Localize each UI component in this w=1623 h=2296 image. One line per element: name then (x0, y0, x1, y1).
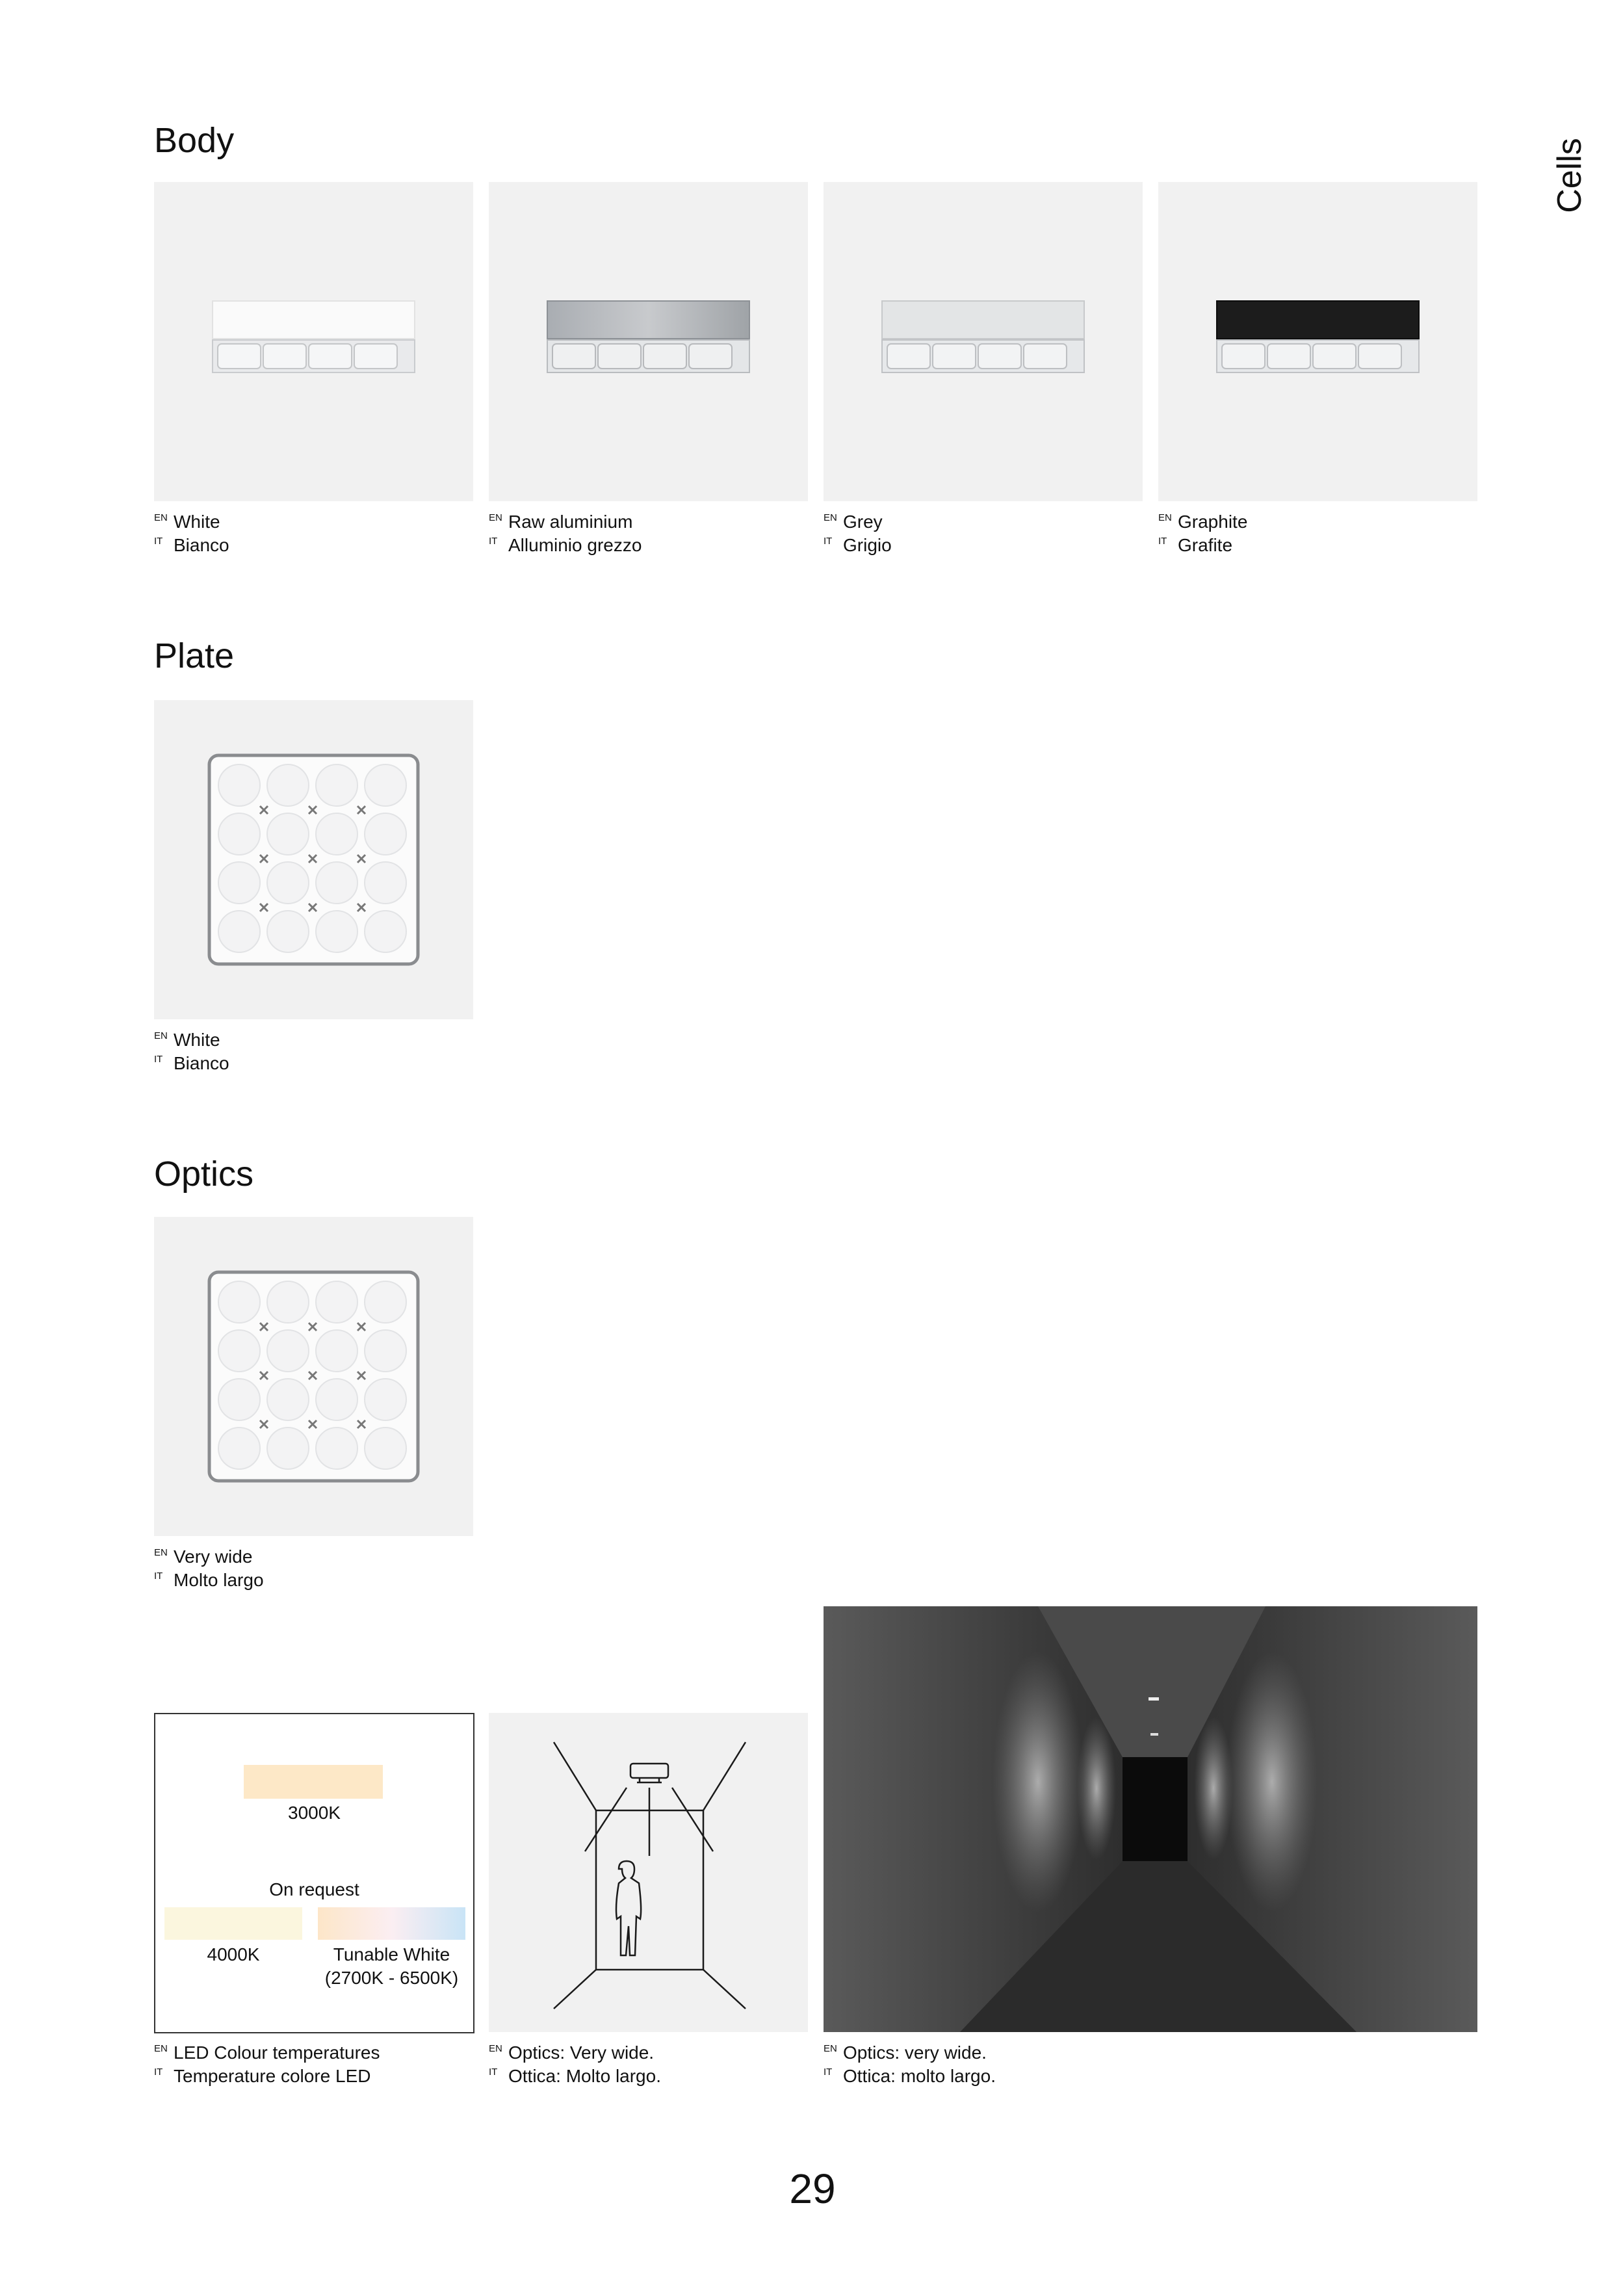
body-grey-image (824, 182, 1143, 501)
side-label: Cells (1551, 138, 1589, 213)
label-tunable-white: Tunable White (2700K - 6500K) (324, 1944, 459, 1988)
swatch-tunable-white (318, 1907, 465, 1940)
page-number: 29 (789, 2165, 836, 2212)
caption-corridor-photo: EN Optics: very wide. IT Ottica: molto largo. (824, 2042, 996, 2086)
section-title-body: Body (154, 121, 235, 160)
body-white-image (154, 182, 473, 501)
caption-body-white: EN White IT Bianco (154, 512, 229, 555)
label-4000k: 4000K (207, 1944, 260, 1964)
colour-temperature-panel (154, 1713, 474, 2033)
caption-plate-white: EN White IT Bianco (154, 1030, 229, 1073)
caption-body-grey: EN Grey IT Grigio (824, 512, 892, 555)
label-3000k: 3000K (288, 1803, 341, 1823)
swatch-4000k (164, 1907, 302, 1940)
swatch-3000k (244, 1765, 383, 1799)
optics-very-wide-image (154, 1217, 473, 1536)
body-raw-aluminium-image (489, 182, 808, 501)
caption-led-colour-temperatures: EN LED Colour temperatures IT Temperature colore LED (154, 2042, 380, 2086)
caption-body-graphite: EN Graphite IT Grafite (1158, 512, 1248, 555)
plate-white-image (154, 700, 473, 1019)
caption-optics-very-wide: EN Very wide IT Molto largo (154, 1546, 264, 1590)
label-on-request: On request (269, 1879, 359, 1899)
corridor-photo (824, 1606, 1477, 2032)
optics-diagram (489, 1713, 808, 2032)
section-title-optics: Optics (154, 1155, 254, 1194)
section-title-plate: Plate (154, 636, 235, 675)
caption-body-raw-aluminium: EN Raw aluminium IT Alluminio grezzo (489, 512, 642, 555)
caption-optics-diagram: EN Optics: Very wide. IT Ottica: Molto largo. (489, 2042, 661, 2086)
body-graphite-image (1158, 182, 1477, 501)
